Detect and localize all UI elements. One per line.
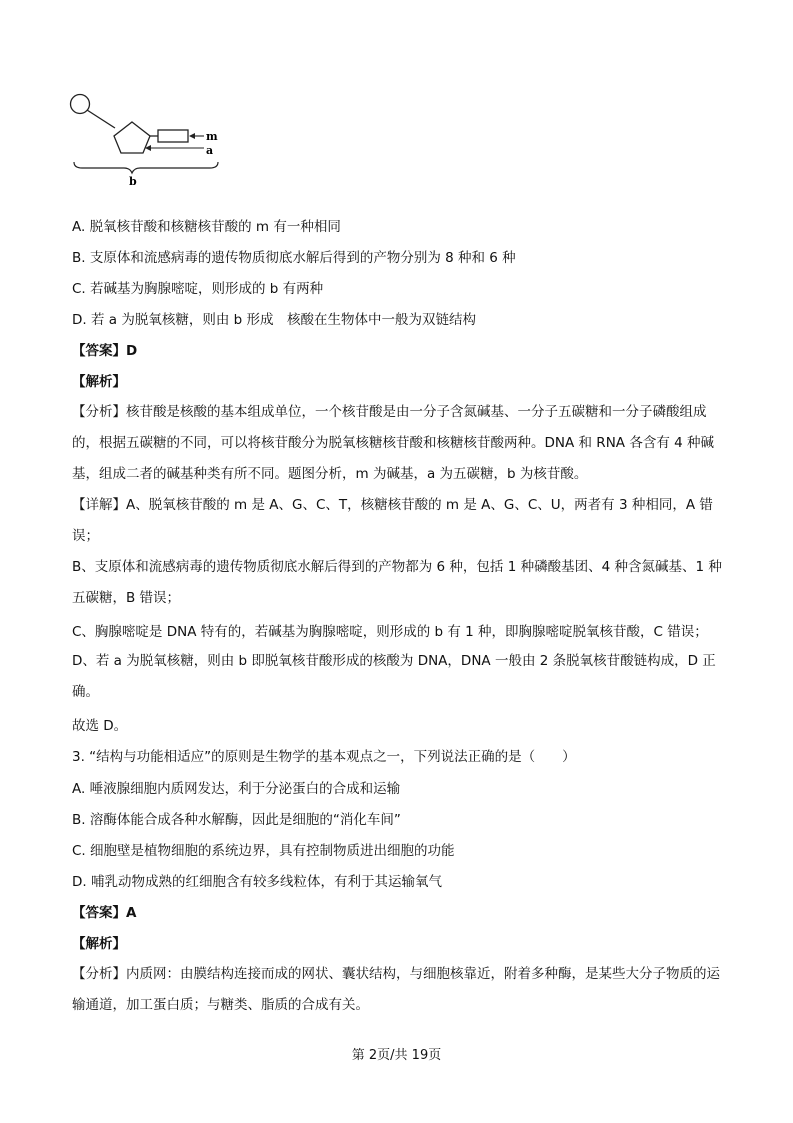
q2-answer: 【答案】D xyxy=(72,343,138,359)
q2-option-a: A. 脱氧核苷酸和核糖核苷酸的 m 有一种相同 xyxy=(72,219,341,235)
q2-detail-c: C、胸腺嘧啶是 DNA 特有的，若碱基为胸腺嘧啶，则形成的 b 有 1 种，即胸腺嘧啶脱氧核苷酸，C 错误； xyxy=(72,624,708,640)
base-rect xyxy=(158,130,188,142)
q2-option-d: D. 若 a 为脱氧核糖，则由 b 形成 核酸在生物体中一般为双链结构 xyxy=(72,312,476,328)
q2-detail-d: D、若 a 为脱氧核糖，则由 b 即脱氧核苷酸形成的核酸为 DNA，DNA 一般由 2 条脱氧核苷酸链构成，D 正确。 xyxy=(72,653,716,700)
q2-conclusion: 故选 D。 xyxy=(72,718,128,734)
q3-analysis-title: 【解析】 xyxy=(72,936,126,952)
label-b: b xyxy=(129,175,137,188)
q2-detail-b: B、支原体和流感病毒的遗传物质彻底水解后得到的产物都为 6 种，包括 1 种磷酸基团、4 种含氮碱基、1 种五碳糖，B 错误； xyxy=(72,559,722,606)
phosphate-circle xyxy=(71,95,90,114)
phosphate-bond xyxy=(87,110,115,128)
label-m: m xyxy=(206,130,218,143)
q3-stem: 3. “结构与功能相适应”的原则是生物学的基本观点之一，下列说法正确的是（ ） xyxy=(72,749,576,765)
arrow-m-head xyxy=(189,133,195,139)
q3-fenxi: 【分析】内质网：由膜结构连接而成的网状、囊状结构，与细胞核靠近，附着多种酶，是某些大分子物质的运输通道，加工蛋白质；与糖类、脂质的合成有关。 xyxy=(72,966,720,1013)
q2-analysis-title: 【解析】 xyxy=(72,374,126,390)
page-footer: 第 2页/共 19页 xyxy=(351,1048,442,1063)
pentose-ring xyxy=(114,122,150,153)
label-a: a xyxy=(206,144,214,157)
q2-detail-a: 【详解】A、脱氧核苷酸的 m 是 A、G、C、T，核糖核苷酸的 m 是 A、G、C、U，两者有 3 种相同，A 错误； xyxy=(72,497,713,544)
nucleotide-diagram xyxy=(62,88,232,188)
q3-option-b: B. 溶酶体能合成各种水解酶，因此是细胞的“消化车间” xyxy=(72,812,401,828)
brace-b xyxy=(74,162,218,173)
q3-option-a: A. 唾液腺细胞内质网发达，利于分泌蛋白的合成和运输 xyxy=(72,781,401,797)
q2-fenxi: 【分析】核苷酸是核酸的基本组成单位，一个核苷酸是由一分子含氮碱基、一分子五碳糖和一分子磷酸组成的，根据五碳糖的不同，可以将核苷酸分为脱氧核糖核苷酸和核糖核苷酸两种。DNA 和 RNA 各含有 4 种碱基，组成二者的碱基种类有所不同。题图分析，m 为碱基，a 为五碳糖，b 为核苷酸。 xyxy=(72,404,714,482)
q2-option-b: B. 支原体和流感病毒的遗传物质彻底水解后得到的产物分别为 8 种和 6 种 xyxy=(72,250,516,266)
q3-option-d: D. 哺乳动物成熟的红细胞含有较多线粒体，有利于其运输氧气 xyxy=(72,874,442,890)
q3-option-c: C. 细胞壁是植物细胞的系统边界，具有控制物质进出细胞的功能 xyxy=(72,843,455,859)
q3-answer: 【答案】A xyxy=(72,905,137,921)
q2-option-c: C. 若碱基为胸腺嘧啶，则形成的 b 有两种 xyxy=(72,281,324,297)
